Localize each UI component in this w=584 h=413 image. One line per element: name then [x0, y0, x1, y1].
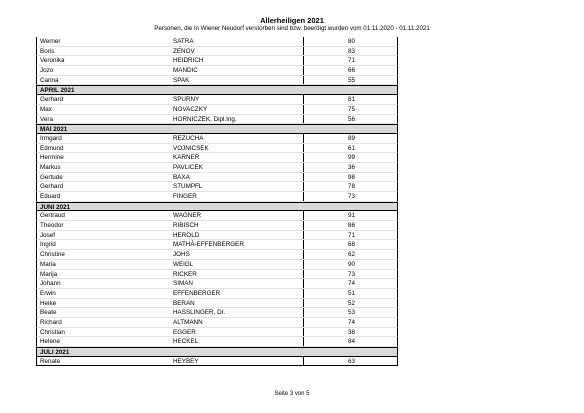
- first-name-cell: Carina: [40, 76, 59, 84]
- last-name-cell: RIBISCH: [173, 222, 199, 230]
- last-name-cell: RICKER: [173, 270, 197, 278]
- first-name-cell: Werner: [40, 38, 61, 45]
- last-name-cell: MANDIC: [173, 67, 198, 75]
- age-cell: 71: [303, 231, 399, 240]
- last-name-cell: STUMPFL: [173, 183, 203, 191]
- last-name-cell: PAVLICEK: [173, 163, 203, 171]
- last-name-cell: KARNER: [173, 154, 200, 162]
- first-name-cell: Hermine: [40, 154, 64, 162]
- age-cell: 73: [303, 192, 399, 201]
- last-name-cell: SATRA: [173, 38, 194, 45]
- first-name-cell: Renate: [40, 357, 61, 365]
- last-name-cell: ZENOV: [173, 47, 195, 55]
- age-cell: 74: [303, 279, 399, 288]
- last-name-cell: HEYBEY: [173, 357, 199, 365]
- age-cell: 83: [303, 47, 399, 56]
- month-header-row: [36, 85, 398, 95]
- table-row: [36, 231, 398, 241]
- age-cell: 52: [303, 299, 399, 308]
- table-row: [36, 357, 398, 367]
- first-name-cell: Eduard: [40, 193, 61, 200]
- age-cell: 66: [303, 66, 399, 75]
- last-name-cell: EFFENBERGER: [173, 289, 221, 297]
- table-row: [36, 173, 398, 183]
- month-header-row: [36, 124, 398, 134]
- age-cell: 98: [303, 173, 399, 182]
- first-name-cell: Maria: [40, 260, 56, 268]
- page-subtitle: Personen, die in Wiener Neudorf verstorben sind bzw. beerdigt wurden vom 01.11.2020 - 01.11.2021: [154, 25, 430, 32]
- month-label: JUNI 2021: [40, 203, 71, 211]
- page-number: Seite 3 von 5: [274, 391, 310, 397]
- month-label: JULI 2021: [40, 349, 70, 356]
- table-row: [36, 221, 398, 231]
- table-row: [36, 76, 398, 86]
- age-cell: 61: [303, 144, 399, 153]
- last-name-cell: SPURNY: [173, 96, 200, 104]
- table-row: [36, 144, 398, 154]
- table-row: [36, 279, 398, 289]
- age-cell: 74: [303, 318, 399, 327]
- age-cell: 91: [303, 211, 399, 220]
- age-cell: 56: [303, 115, 399, 124]
- first-name-cell: Gertude: [40, 173, 63, 181]
- last-name-cell: WEIGL: [173, 260, 194, 268]
- last-name-cell: SIMAN: [173, 280, 193, 288]
- month-label: MAI 2021: [40, 126, 68, 134]
- first-name-cell: Heike: [40, 299, 57, 307]
- age-cell: 38: [303, 328, 399, 337]
- first-name-cell: Christine: [40, 251, 65, 259]
- table-row: [36, 192, 398, 202]
- first-name-cell: Boris: [40, 47, 55, 55]
- last-name-cell: HEROLD: [173, 231, 200, 239]
- age-cell: 81: [303, 95, 399, 104]
- first-name-cell: Irmgard: [40, 134, 62, 142]
- last-name-cell: SPAK: [173, 76, 190, 84]
- first-name-cell: Erwin: [40, 289, 56, 297]
- age-cell: 71: [303, 56, 399, 65]
- table-row: [36, 182, 398, 192]
- table-row: [36, 240, 398, 250]
- age-cell: 36: [303, 163, 399, 172]
- age-cell: 68: [303, 240, 399, 249]
- first-name-cell: Josef: [40, 231, 56, 239]
- table-row: [36, 328, 398, 338]
- first-name-cell: Gerhard: [40, 96, 64, 104]
- last-name-cell: HASSLINGER, Dr.: [173, 309, 226, 317]
- last-name-cell: VOJNICSEK: [173, 144, 209, 152]
- last-name-cell: HORNICZEK, Dipl.Ing.: [173, 115, 237, 123]
- table-row: [36, 105, 398, 115]
- first-name-cell: Edmund: [40, 144, 64, 152]
- age-cell: 89: [303, 134, 399, 143]
- last-name-cell: REZUCHA: [173, 134, 204, 142]
- table-row: [36, 308, 398, 318]
- last-name-cell: FINGER: [173, 193, 197, 200]
- table-row: [36, 134, 398, 144]
- first-name-cell: Christian: [40, 328, 65, 336]
- table-row: [36, 211, 398, 221]
- age-cell: 51: [303, 289, 399, 298]
- first-name-cell: Richard: [40, 318, 62, 326]
- first-name-cell: Marija: [40, 270, 58, 278]
- deceased-table: [36, 37, 398, 366]
- last-name-cell: BAXA: [173, 173, 190, 181]
- last-name-cell: EGGER: [173, 328, 196, 336]
- last-name-cell: JOHS: [173, 251, 190, 259]
- first-name-cell: Johann: [40, 280, 61, 288]
- age-cell: 78: [303, 182, 399, 191]
- first-name-cell: Gerhard: [40, 183, 64, 191]
- last-name-cell: BERAN: [173, 299, 195, 307]
- table-row: [36, 66, 398, 76]
- last-name-cell: WAGNER: [173, 212, 202, 220]
- last-name-cell: NOVACZKY: [173, 105, 208, 113]
- table-row: [36, 260, 398, 270]
- page-title: Allerheiligen 2021: [260, 16, 324, 25]
- month-header-row: [36, 347, 398, 357]
- month-label: APRIL 2021: [40, 87, 75, 95]
- first-name-cell: Vera: [40, 115, 53, 123]
- table-row: [36, 153, 398, 163]
- age-cell: 55: [303, 76, 399, 85]
- first-name-cell: Ingrid: [40, 241, 56, 249]
- first-name-cell: Beate: [40, 309, 57, 317]
- table-row: [36, 56, 398, 66]
- age-cell: 99: [303, 153, 399, 162]
- last-name-cell: MATHÀ-EFFENBERGER: [173, 241, 244, 249]
- table-row: [36, 115, 398, 125]
- table-row: [36, 299, 398, 309]
- table-row: [36, 37, 398, 47]
- first-name-cell: Theodor: [40, 222, 64, 230]
- table-row: [36, 270, 398, 280]
- last-name-cell: ALTMANN: [173, 318, 203, 326]
- age-cell: 80: [303, 37, 399, 46]
- table-row: [36, 289, 398, 299]
- table-row: [36, 250, 398, 260]
- age-cell: 86: [303, 221, 399, 230]
- first-name-cell: Markus: [40, 163, 61, 171]
- table-row: [36, 337, 398, 347]
- first-name-cell: Helene: [40, 338, 60, 346]
- month-header-row: [36, 202, 398, 212]
- table-row: [36, 47, 398, 57]
- table-row: [36, 318, 398, 328]
- age-cell: 84: [303, 337, 399, 346]
- age-cell: 73: [303, 270, 399, 279]
- first-name-cell: Veronika: [40, 57, 65, 65]
- last-name-cell: HECKEL: [173, 338, 199, 346]
- age-cell: 62: [303, 250, 399, 259]
- table-row: [36, 95, 398, 105]
- table-row: [36, 163, 398, 173]
- first-name-cell: Jozo: [40, 67, 54, 75]
- first-name-cell: Gertraud: [40, 212, 65, 220]
- age-cell: 90: [303, 260, 399, 269]
- last-name-cell: HEIDRICH: [173, 57, 204, 65]
- age-cell: 75: [303, 105, 399, 114]
- age-cell: 53: [303, 308, 399, 317]
- age-cell: 63: [303, 357, 399, 366]
- first-name-cell: Max: [40, 105, 52, 113]
